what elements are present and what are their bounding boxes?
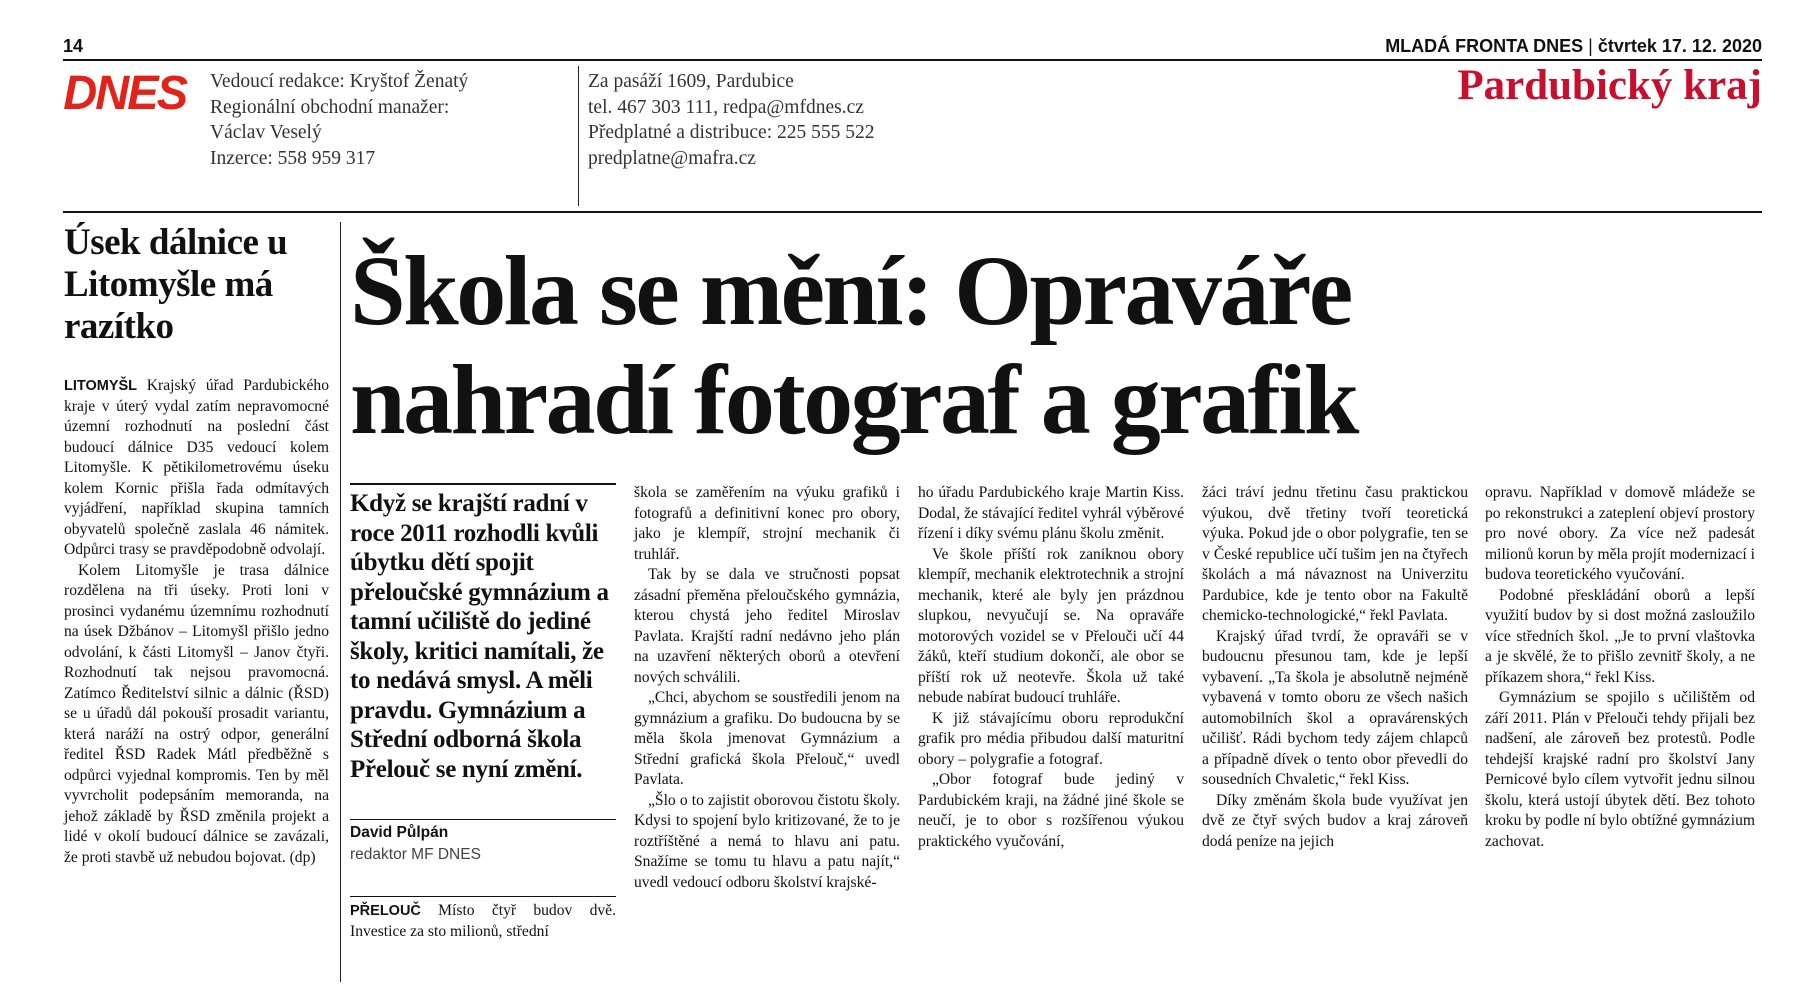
author-name: David Půlpán xyxy=(350,824,449,841)
dnes-logo: DNES xyxy=(63,67,187,120)
article-paragraph xyxy=(350,901,616,942)
sidebar-paragraph: Kolem Litomyšle je trasa dálnice rozdělena na tři úseky. Proti loni v prosinci vydanému územnímu rozhodnutí na úsek Džbánov – Litomyšl přišlo jedno odvolání, k části Litomyšl – Janov čtyři. Rozhodnutí tak nejsou pravomocná. Zatímco Ředitelství silnic a dálnic (ŘSD) se u úřadů dál pokouší prosadit variantu, která naráží na ostrý odpor, generální ředitel ŘSD Radek Mátl předběžně s odpůrci vyjednal kompromis. Ten by měl vyvrcholit podepsáním memoranda, na jehož základě by ŘSD změnila projekt a lidé v okolí budoucí dálnice se zavázali, že proti stavbě už nebudou bojovat. (dp) xyxy=(64,561,329,866)
article-paragraph: žáci tráví jednu třetinu času praktickou výukou, dvě třetiny tvoří teoretická výuka. Pokud jde o obor polygrafie, ten se v České republice učí tušim jen na čtyřech školách a má návaznost na Univerzitu Pardubice, kde je tento obor na Fakultě chemicko-technologické,“ řekl Pavlata. xyxy=(1202,484,1468,624)
article-paragraph: „Chci, abychom se soustředili jenom na gymnázium a grafiku. Do budoucna by se měla škola jmenovat Gymnázium a Střední grafická škola Přelouč,“ uvedl Pavlata. xyxy=(634,689,900,788)
body-start-rule xyxy=(350,896,616,897)
article-paragraph: K již stávajícímu oboru reprodukční grafik pro média přibudou další maturitní obory – polygrafie a fotograf. xyxy=(918,709,1184,768)
staff-line: Václav Veselý xyxy=(210,122,322,143)
issue-date: čtvrtek 17. 12. 2020 xyxy=(1597,36,1762,56)
contact-line: Předplatné a distribuce: 225 555 522 xyxy=(588,122,875,143)
article-paragraph: Tak by se dala ve stručnosti popsat zásadní přeměna přeloučského gymnázia, kterou chystá jeho ředitel Miroslav Pavlata. Krajští radní nedávno jeho plán na uzavření některých oborů a otevření nových schválili. xyxy=(634,566,900,686)
article-dateline: PŘELOUČ xyxy=(350,903,421,919)
article-paragraph-text: Místo čtyř budov dvě. Investice za sto milionů, střední xyxy=(350,902,616,940)
headline-line: nahradí fotograf a grafik xyxy=(350,344,1357,455)
headline-line: Škola se mění: Opraváře xyxy=(350,235,1351,346)
article-paragraph: Gymnázium se spojilo s učilištěm od září 2011. Plán v Přelouči tehdy přijali bez nadšení, ale zároveň bez protestů. Podle tehdejší krajské radní pro školství Jany Pernicové bylo cílem vytvořit jednu silnou školu, která ustojí úbytek dětí. Bez tohoto kroku by podle ní bylo obtížné gymnázium zachovat. xyxy=(1485,689,1755,850)
article-paragraph: ho úřadu Pardubického kraje Martin Kiss. Dodal, že stávající ředitel vyhrál výběrové řízení i díky svému plánu školu změnit. xyxy=(918,484,1184,542)
contact-line: Za pasáží 1609, Pardubice xyxy=(588,71,794,92)
page-number: 14 xyxy=(63,36,84,56)
contact-line: tel. 467 303 111, redpa@mfdnes.cz xyxy=(588,96,864,118)
contacts-box xyxy=(588,69,988,171)
article-paragraph: „Šlo o to zajistit oborovou čistotu školy. Kdysi to spojení bylo kritizované, že to je roztříštěné a nemá to hlavu ani patu. Snažíme se tomu tu hlavu a patu najít,“ uvedl vedoucí odboru školství krajské- xyxy=(634,791,900,891)
sidebar-body xyxy=(64,376,329,868)
article-paragraph: Krajský úřad tvrdí, že opraváři se v budoucnu přesunou tam, kde je lepší vybavení. „Ta škola je absolutně nejméně vybavená v tomto oboru ze všech našich automobilních škol a opravárenských učilišť. Rádi bychom tedy zájem chlapců a případně dívek o tento obor převedli do sousedních Chvaletic,“ řekl Kiss. xyxy=(1202,627,1468,788)
sidebar-headline: Úsek dálnice u Litomyšle má razítko xyxy=(64,222,288,347)
lead-rule-bottom xyxy=(350,819,616,820)
folio-separator: | xyxy=(1588,36,1593,56)
region-title: Pardubický kraj xyxy=(1457,62,1762,109)
section-rule xyxy=(63,211,1762,213)
author-role: redaktor MF DNES xyxy=(350,846,481,863)
sidebar-dateline: LITOMYŠL xyxy=(64,378,138,394)
article-paragraph: „Obor fotograf bude jediný v Pardubickém kraji, na žádné jiné škole se neučí, je to obor s rozšířenou výukou praktického vyučování, xyxy=(918,771,1184,850)
article-paragraph: Díky změnám škola bude využívat jen dvě ze čtyř svých budov a kraj zároveň dodá peníze na jejich xyxy=(1202,791,1468,850)
publication-name: MLADÁ FRONTA DNES xyxy=(1385,36,1584,56)
article-column-1 xyxy=(350,901,616,942)
article-column-3 xyxy=(918,483,1184,852)
sidebar-paragraph-text: Krajský úřad Pardubického kraje v úterý vydal zatím nepravomocné územní rozhodnutí na poslední část budoucí dálnice D35 vedoucí kolem Litomyšle. K pětikilometrovému úseku kolem Kornic přišla řada odmítavých vyjádření, například skupina tamních obyvatelů společně zaslala 46 námitek. Odpůrci trasy se pravděpodobně odvolají. xyxy=(64,377,329,558)
article-paragraph: škola se zaměřením na výuku grafiků i fotografů a definitivní konec pro obory, jako je klempíř, strojní mechanik či truhlář. xyxy=(634,484,900,563)
staff-line: Vedoucí redakce: Kryštof Ženatý xyxy=(210,71,469,92)
article-column-2 xyxy=(634,483,900,893)
staff-line: Inzerce: 558 959 317 xyxy=(210,147,376,169)
sidebar-paragraph xyxy=(64,376,329,561)
header-divider xyxy=(578,66,579,206)
article-paragraph: Ve škole příští rok zaniknou obory klempíř, mechanik elektrotechnik a strojní mechanik, které ale byly jen prázdnou slupkou, nevyučují se. Na opraváře motorových vozidel se v Přelouči učí 44 žáků, kteří studium dokončí, ale obor se příští rok už neotevře. Škola už také nebude nabírat budoucí truhláře. xyxy=(918,545,1184,706)
article-paragraph: Podobné přeskládání oborů a lepší využití budov by si dost možná zasloužilo více středních škol. „Je to první vlaštovka a je skvělé, že to přišlo zevnitř školy, a ne příkazem shora,“ řekl Kiss. xyxy=(1485,586,1755,686)
article-column-5 xyxy=(1485,483,1755,852)
main-headline xyxy=(350,236,1780,454)
article-column-4 xyxy=(1202,483,1468,852)
article-paragraph: opravu. Například v domově mládeže se po rekonstrukci a zateplení objeví prostory pro nové obory. Za více než padesát milionů korun by měla projít modernizací i budova teoretického vyučování. xyxy=(1485,484,1755,583)
contact-line: predplatne@mafra.cz xyxy=(588,147,756,169)
lead-rule-top xyxy=(350,483,616,485)
top-rule xyxy=(63,59,1762,61)
staff-line: Regionální obchodní manažer: xyxy=(210,96,450,118)
article-lead: Když se krajští radní v roce 2011 rozhodli kvůli úbytku dětí spojit přeloučské gymnázium a tamní učiliště do jediné školy, kritici namítali, že to nedává smysl. A měli pravdu. Gymnázium a Střední odborná škola Přelouč se nyní změní. xyxy=(350,490,609,783)
sidebar-divider xyxy=(340,222,341,982)
masthead-folio xyxy=(1385,36,1762,57)
staff-box xyxy=(210,69,550,171)
